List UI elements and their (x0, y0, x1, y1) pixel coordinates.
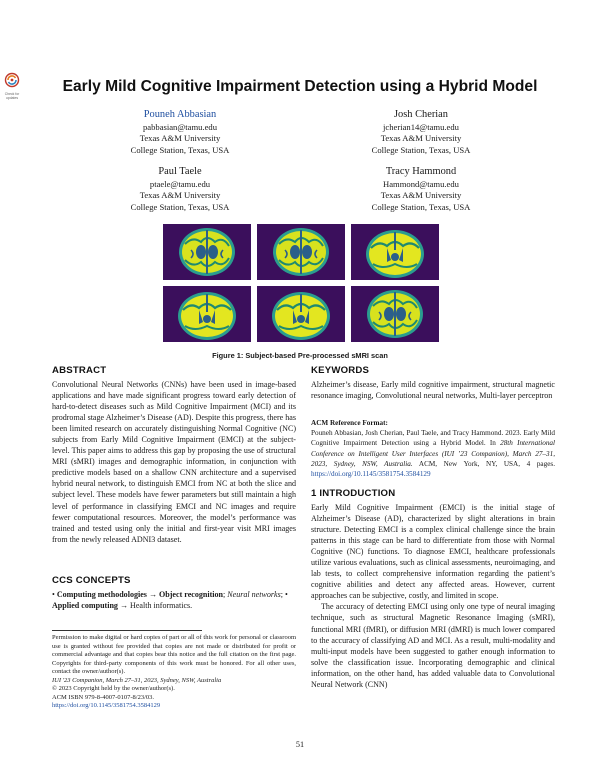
ccs-term: Neural networks (227, 590, 281, 599)
footnote-rule (52, 630, 202, 631)
abstract-heading: ABSTRACT (52, 365, 107, 376)
acm-reference-doi-link[interactable]: https://doi.org/10.1145/3581754.3584129 (311, 470, 431, 479)
author-name: Paul Taele (158, 166, 202, 177)
acm-reference-venue: 28th International Conference on Intelligent User Interfaces (IUI ’23 Companion), March 27–31, 2023, Sydney, NSW, Australia. (311, 439, 556, 468)
author-affiliation: Texas A&M University (139, 190, 221, 201)
author-name: Tracy Hammond (385, 166, 457, 177)
acm-reference-label: ACM Reference Format: (311, 419, 388, 427)
author-location: College Station, Texas, USA (371, 201, 471, 212)
mri-figure (163, 224, 439, 344)
author-block-2 (311, 108, 531, 156)
introduction-body (311, 502, 555, 690)
author-name[interactable]: Pouneh Abbasian (143, 109, 217, 120)
author-location: College Station, Texas, USA (130, 201, 230, 212)
author-affiliation: Texas A&M University (139, 133, 221, 144)
ccs-term: Computing methodologies (56, 590, 147, 599)
ccs-arrow: → (148, 590, 157, 599)
author-email: pabbasian@tamu.edu (142, 122, 218, 132)
ccs-separator: ; (223, 590, 226, 599)
acm-reference (311, 418, 555, 479)
author-email: Hammond@tamu.edu (383, 179, 459, 189)
ccs-term: Object recognition (159, 590, 224, 599)
badge-label: Check for updates (4, 92, 20, 100)
permission-doi-link[interactable]: https://doi.org/10.1145/3581754.3584129 (52, 702, 161, 709)
acm-reference-tail: ACM, New York, NY, USA, 4 pages. (418, 459, 556, 468)
ccs-heading: CCS CONCEPTS (52, 575, 131, 586)
ccs-bullet: • (284, 590, 288, 599)
author-location: College Station, Texas, USA (130, 144, 230, 155)
author-block-4 (311, 165, 531, 213)
author-email: ptaele@tamu.edu (149, 179, 211, 189)
figure-caption: Figure 1: Subject-based Pre-processed sMRI scan (212, 351, 388, 360)
permission-isbn: ACM ISBN 979-8-4007-0107-8/23/03. (52, 693, 155, 701)
permission-copyright: © 2023 Copyright held by the owner/author(s). (52, 685, 175, 692)
ccs-concepts: • Computing methodologies → Object recognition; Neural networks; • Applied computing → Health informatics. (52, 590, 288, 611)
ccs-arrow: → (119, 601, 129, 611)
permission-venue: IUI '23 Companion, March 27–31, 2023, Sydney, NSW, Australia (52, 676, 222, 684)
author-affiliation: Texas A&M University (380, 133, 462, 144)
author-block-1 (70, 108, 290, 156)
ccs-bullet: • (52, 590, 55, 599)
ccs-term: Health informatics. (130, 601, 193, 611)
abstract-text: Convolutional Neural Networks (CNNs) have been used in image-based applications and have made significant progress toward early detection of hard-to-detect diseases such as Mild Cognitive Impairment (MCI) and its prodromal stage Alzheimer’s Disease (AD). Despite this progress, there has been limited research on accurately distinguishing Normal Cognitive (NC) subjects from Early Mild Cognitive Impairment (EMCI) at the subject-level. This paper aims to address this gap by proposing the use of structural MRI (sMRI) images and demographic information, in conjunction with predictive models based on a shallow CNN architecture and a supervised hybrid neural network, to distinguish EMCI from NC at both the slice and subject level. These models have fewer parameters but still maintain a high level of performance in classifying EMCI and NC images and require fewer computational resources. Moreover, the model’s performance was trained and tested using only the initial and first-year visit MRI images from the newly released ADNI3 dataset. (52, 380, 296, 544)
permission-notice (52, 634, 296, 711)
author-name: Josh Cherian (394, 109, 448, 120)
acm-reference-authors: Pouneh Abbasian, Josh Cherian, Paul Taele, and Tracy Hammond. 2023. Early Mild Cognitive Impairment Detection using a Hybrid Model. In (311, 429, 555, 448)
author-affiliation: Texas A&M University (380, 190, 462, 201)
mri-scan-grid (163, 224, 439, 344)
introduction-heading: 1 INTRODUCTION (311, 488, 396, 499)
keywords-heading: KEYWORDS (311, 365, 370, 376)
permission-text: Permission to make digital or hard copies of part or all of this work for personal or classroom use is granted without fee provided that copies are not made or distributed for profit or commercial advantage and that copies bear this notice and the full citation on the first page. Copyrights for third-party components of this work must be honored. For all other uses, contact the owner/author(s). (52, 634, 296, 675)
keywords-text: Alzheimer’s disease, Early mild cognitive impairment, structural magnetic resonance imaging, Convolutional neural networks, Multi-layer perceptron (311, 380, 555, 401)
introduction-paragraph-1: Early Mild Cognitive Impairment (EMCI) is the initial stage of Alzheimer’s Disease (AD), characterized by slight alterations in brain structure. Detecting EMCI is a complex clinical challenge since the brain patterns in this stage can be hard to differentiate from those with Normal Cognitive (NC) functions. To diagnose EMCI, healthcare professionals utilize various evaluations, such as clinical assessments, neuroimaging, and lab tests, to collect comprehensive information regarding the patient’s cognitive abilities and detect any affected areas. However, current approaches can be subjective, costly, and limited in scope. (311, 503, 555, 601)
paper-title: Early Mild Cognitive Impairment Detection using a Hybrid Model (62, 78, 538, 95)
author-email: jcherian14@tamu.edu (383, 122, 459, 132)
introduction-paragraph-2: The accuracy of detecting EMCI using only one type of neural imaging technique, such as structural Magnetic Resonance Imaging (sMRI), functional MRI (fMRI), or diffusion MRI (dMRI) is much lower compared to the accuracy of classifying AD and MCI. As a result, multi-modality and multi-input models have been suggested to gather enough information to solve the classification issue. Incorporating demographic and clinical information, on the other hand, has added valuable data to Convolutional Neural Network (CNN) (311, 602, 555, 689)
ccs-term: Applied computing (52, 601, 118, 611)
author-location: College Station, Texas, USA (371, 144, 471, 155)
author-block-3 (70, 165, 290, 213)
page-number: 51 (295, 740, 305, 749)
